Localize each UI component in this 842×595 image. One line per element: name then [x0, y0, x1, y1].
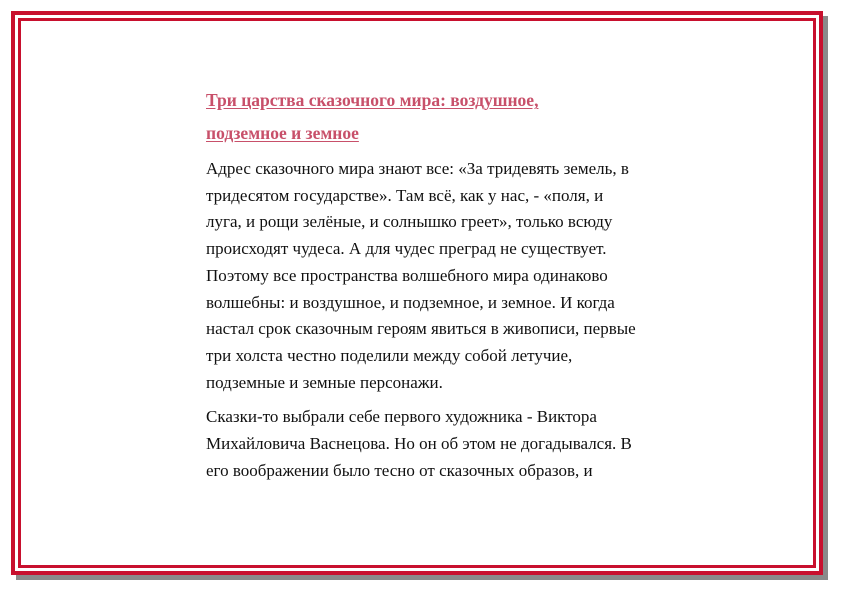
paragraph-line: тридесятом государстве». Там всё, как у нас, - «поля, и — [206, 185, 604, 205]
paragraph-line: настал срок сказочным героям явиться в живописи, первые — [206, 319, 636, 339]
text-block — [206, 84, 726, 492]
paragraph-line: Адрес сказочного мира знают все: «За тридевять земель, в — [206, 159, 629, 178]
paragraph-line: три холста честно поделили между собой летучие, — [206, 345, 573, 365]
paragraph-2 — [206, 404, 726, 484]
paragraph-line: подземные и земные персонажи. — [206, 372, 443, 392]
heading-line-2: подземное и земное — [206, 123, 359, 143]
paragraph-1 — [206, 156, 726, 396]
paragraph-line: происходят чудеса. А для чудес преград не существует. — [206, 239, 607, 259]
paragraph-line: его воображении было тесно от сказочных образов, и — [206, 460, 593, 480]
paragraph-line: Сказки-то выбрали себе первого художника - Виктора — [206, 407, 597, 427]
paragraph-line: луга, и рощи зелёные, и солнышко греет», только всюду — [206, 212, 613, 232]
heading-line-1: Три царства сказочного мира: воздушное, — [206, 90, 539, 110]
paragraph-line: Поэтому все пространства волшебного мира одинаково — [206, 265, 608, 285]
slide-heading — [206, 84, 726, 150]
paragraph-line: Михайловича Васнецова. Но он об этом не догадывался. В — [206, 434, 632, 454]
paragraph-line: волшебны: и воздушное, и подземное, и земное. И когда — [206, 292, 615, 312]
